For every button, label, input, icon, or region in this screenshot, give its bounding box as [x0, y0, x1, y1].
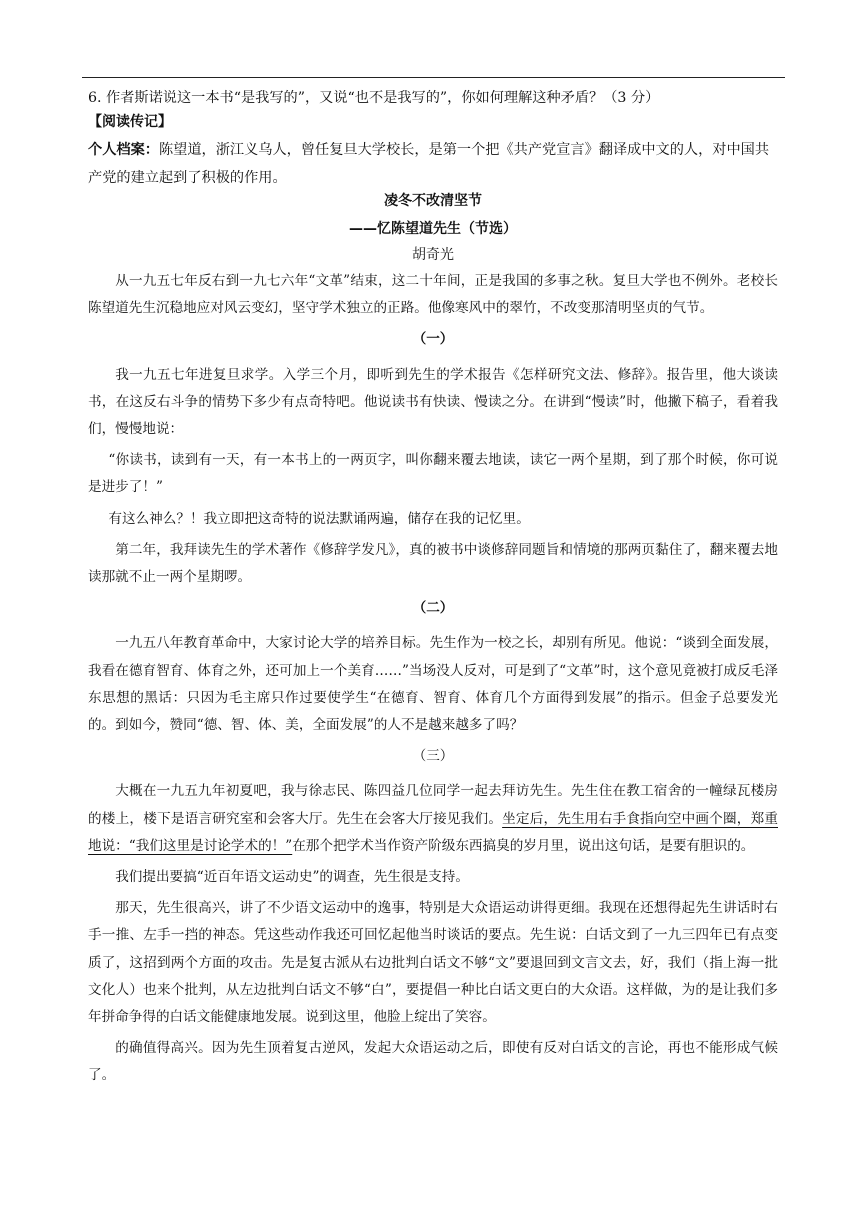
- header-rule: [82, 77, 785, 78]
- profile-paragraph: [88, 136, 778, 192]
- paragraph: 我们提出要搞“近百年语文运动史”的调查，先生很是支持。: [115, 869, 469, 886]
- paragraph: 的确值得高兴。因为先生顶着复古逆风，发起大众语运动之后，即使有反对白话文的言论，再也不能形成气候了。: [88, 1040, 778, 1084]
- underlined-sentence: 坐定后，先生用右手食指向空中画个圈，郑重地说：“我们这里是讨论学术的！”: [88, 810, 778, 854]
- article-author: 胡奇光: [412, 247, 454, 263]
- paragraph: 第二年，我拜读先生的学术著作《修辞学发凡》，真的被书中谈修辞同题旨和情境的那两页黏住了，翻来覆去地读那就不止一两个星期啰。: [88, 541, 778, 586]
- article-title: 凌冬不改清坚节: [384, 193, 482, 209]
- profile-label: 个人档案：: [88, 142, 159, 158]
- paragraph-underlined: [88, 778, 778, 860]
- intro-paragraph: 从一九五七年反右到一九七六年“文革”结束，这二十年间，正是我国的多事之秋。复旦大学也不例外。老校长陈望道先生沉稳地应对风云变幻，坚守学术独立的正路。他像寒风中的翠竹，不改变那清明坚贞的气节。: [88, 273, 778, 317]
- paragraph-text: 大概在一九五九年初夏吧，我与徐志民、陈四益几位同学一起去拜访先生。先生住在教工宿舍的一幢绿瓦楼房的楼上，楼下是语言研究室和会客大厅。先生在会客大厅接见我们。: [88, 783, 778, 827]
- section-heading-2: （二）: [412, 600, 454, 617]
- paragraph: 一九五八年教育革命中，大家讨论大学的培养目标。先生作为一校之长，却别有所见。他说：“谈到全面发展，我看在德育智育、体育之外，还可加上一个美育……”当场没人反对，可是到了“文革”时，这个意见竟被打成反毛泽东思想的黑话：只因为毛主席只作过要使学生“在德育、智育、体育几个方面得到发展”的指示。但金子总要发光的。到如今，赞同“德、智、体、美，全面发展”的人不是越来越多了吗？: [88, 635, 778, 734]
- question-6: 6. 作者斯诺说这一本书“是我写的”，又说“也不是我写的”，你如何理解这种矛盾？（3 分）: [88, 90, 660, 106]
- article-subtitle: ——忆陈望道先生（节选）: [349, 221, 517, 237]
- quote-paragraph: “你读书，读到有一天，有一本书上的一两页字，叫你翻来覆去地读，读它一两个星期，到了那个时候，你可说是进步了！”: [88, 452, 778, 496]
- section-heading-3: （三）: [412, 748, 454, 765]
- paragraph-text: 在那个把学术当作资产阶级东西搞臭的岁月里，说出这句话，是要有胆识的。: [292, 837, 755, 854]
- article-body: [88, 268, 778, 1094]
- paragraph: 我一九五七年进复旦求学。入学三个月，即听到先生的学术报告《怎样研究文法、修辞》。报告里，他大谈读书，在这反右斗争的情势下多少有点奇特吧。他说读书有快读、慢读之分。在讲到“慢读”时，他撇下稿子，看着我们，慢慢地说：: [88, 366, 778, 438]
- section-label: 【阅读传记】: [88, 114, 172, 130]
- paragraph: 那天，先生很高兴，讲了不少语文运动中的逸事，特别是大众语运动讲得更细。我现在还想得起先生讲话时右手一推、左手一挡的神态。凭这些动作我还可回忆起他当时谈话的要点。先生说：白话文到了一九三四年已有点变质了，这招到两个方面的攻击。先是复古派从右边批判白话文不够“文”要退回到文言文去，好，我们（指上海一批文化人）也来个批判，从左边批判白话文不够“白”，要提倡一种比白话文更白的大众语。这样做，为的是让我们多年拼命争得的白话文能健康地发展。说到这里，他脸上绽出了笑容。: [88, 900, 778, 1026]
- profile-text: 陈望道，浙江义乌人，曾任复旦大学校长，是第一个把《共产党宣言》翻译成中文的人，对中国共产党的建立起到了积极的作用。: [88, 142, 770, 186]
- paragraph: 有这么神么？！我立即把这奇特的说法默诵两遍，储存在我的记忆里。: [108, 510, 530, 527]
- section-heading-1: （一）: [412, 331, 454, 348]
